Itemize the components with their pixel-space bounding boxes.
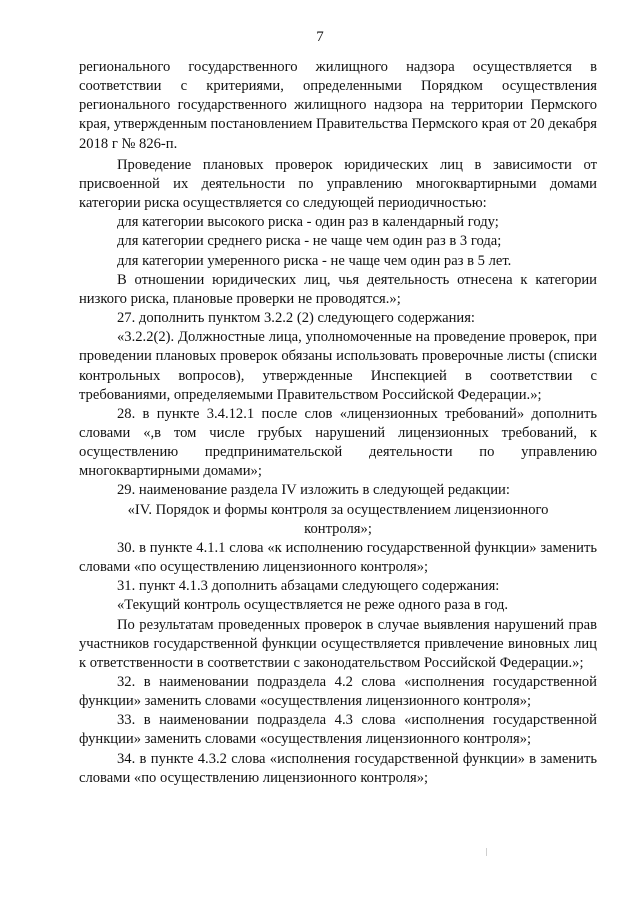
paragraph-moderate-risk: для категории умеренного риска - не чаще чем один раз в 5 лет. bbox=[117, 252, 512, 269]
paragraph-high-risk: для категории высокого риска - один раз в календарный году; bbox=[117, 214, 499, 231]
document-body bbox=[79, 58, 597, 788]
paragraph-item-28: 28. в пункте 3.4.12.1 после слов «лицензионных требований» дополнить словами «,в том числе грубых нарушений лицензионных требований, к осуществлению предпринимательской деятельности по управлению многоквартирными домами»; bbox=[79, 405, 597, 480]
paragraph-item-34: 34. в пункте 4.3.2 слова «исполнения государственной функции» в заменить словами «по осуществлению лицензионного контроля»; bbox=[79, 750, 597, 786]
paragraph-item-33: 33. в наименовании подраздела 4.3 слова «исполнения государственной функции» заменить словами «осуществления лицензионного контроля»; bbox=[79, 712, 597, 748]
paragraph-medium-risk: для категории среднего риска - не чаще чем один раз в 3 года; bbox=[117, 233, 502, 250]
paragraph-item-32: 32. в наименовании подраздела 4.2 слова «исполнения государственной функции» заменить словами «осуществления лицензионного контроля»; bbox=[79, 674, 597, 710]
paragraph-low-risk: В отношении юридических лиц, чья деятельность отнесена к категории низкого риска, плановые проверки не проводятся.»; bbox=[79, 271, 597, 307]
paragraph-current-control: «Текущий контроль осуществляется не реже одного раза в год. bbox=[117, 597, 509, 614]
paragraph-planned-inspections: Проведение плановых проверок юридических лиц в зависимости от присвоенной их деятельности по управлению многоквартирными домами категории риска осуществляется со следующей периодичностью: bbox=[79, 156, 597, 212]
paragraph-3-2-2-2: «3.2.2(2). Должностные лица, уполномоченные на проведение проверок, при проведении плановых проверок обязаны использовать проверочные листы (списки контрольных вопросов), утвержденные Инспекцией в соответствии с требованиями, определяемыми Правительством Российской Федерации.»; bbox=[79, 329, 597, 403]
paragraph-item-27: 27. дополнить пунктом 3.2.2 (2) следующего содержания: bbox=[117, 310, 475, 327]
paragraph-item-30: 30. в пункте 4.1.1 слова «к исполнению государственной функции» заменить словами «по осуществлению лицензионного контроля»; bbox=[79, 539, 597, 576]
scan-speck bbox=[486, 848, 487, 856]
paragraph-item-31: 31. пункт 4.1.3 дополнить абзацами следующего содержания: bbox=[117, 578, 500, 595]
paragraph-inspection-results: По результатам проведенных проверок в случае выявления нарушений прав участников государственной функции осуществляется привлечение виновных лиц к ответственности в соответствии с законодательством Российской Федерации.»; bbox=[79, 616, 597, 671]
paragraph-item-29: 29. наименование раздела IV изложить в следующей редакции: bbox=[117, 482, 510, 499]
section-iv-heading: «IV. Порядок и формы контроля за осуществлением лицензионного контроля»; bbox=[127, 501, 549, 537]
paragraph-continuation: регионального государственного жилищного надзора осуществляется в соответствии с критериями, определенными Порядком осуществления регионального государственного жилищного надзора на территории Пермского края, утвержденным постановлением Правительства Пермского края от 20 декабря 2018 г № 826-п. bbox=[79, 59, 597, 152]
page-number: 7 bbox=[316, 29, 324, 45]
